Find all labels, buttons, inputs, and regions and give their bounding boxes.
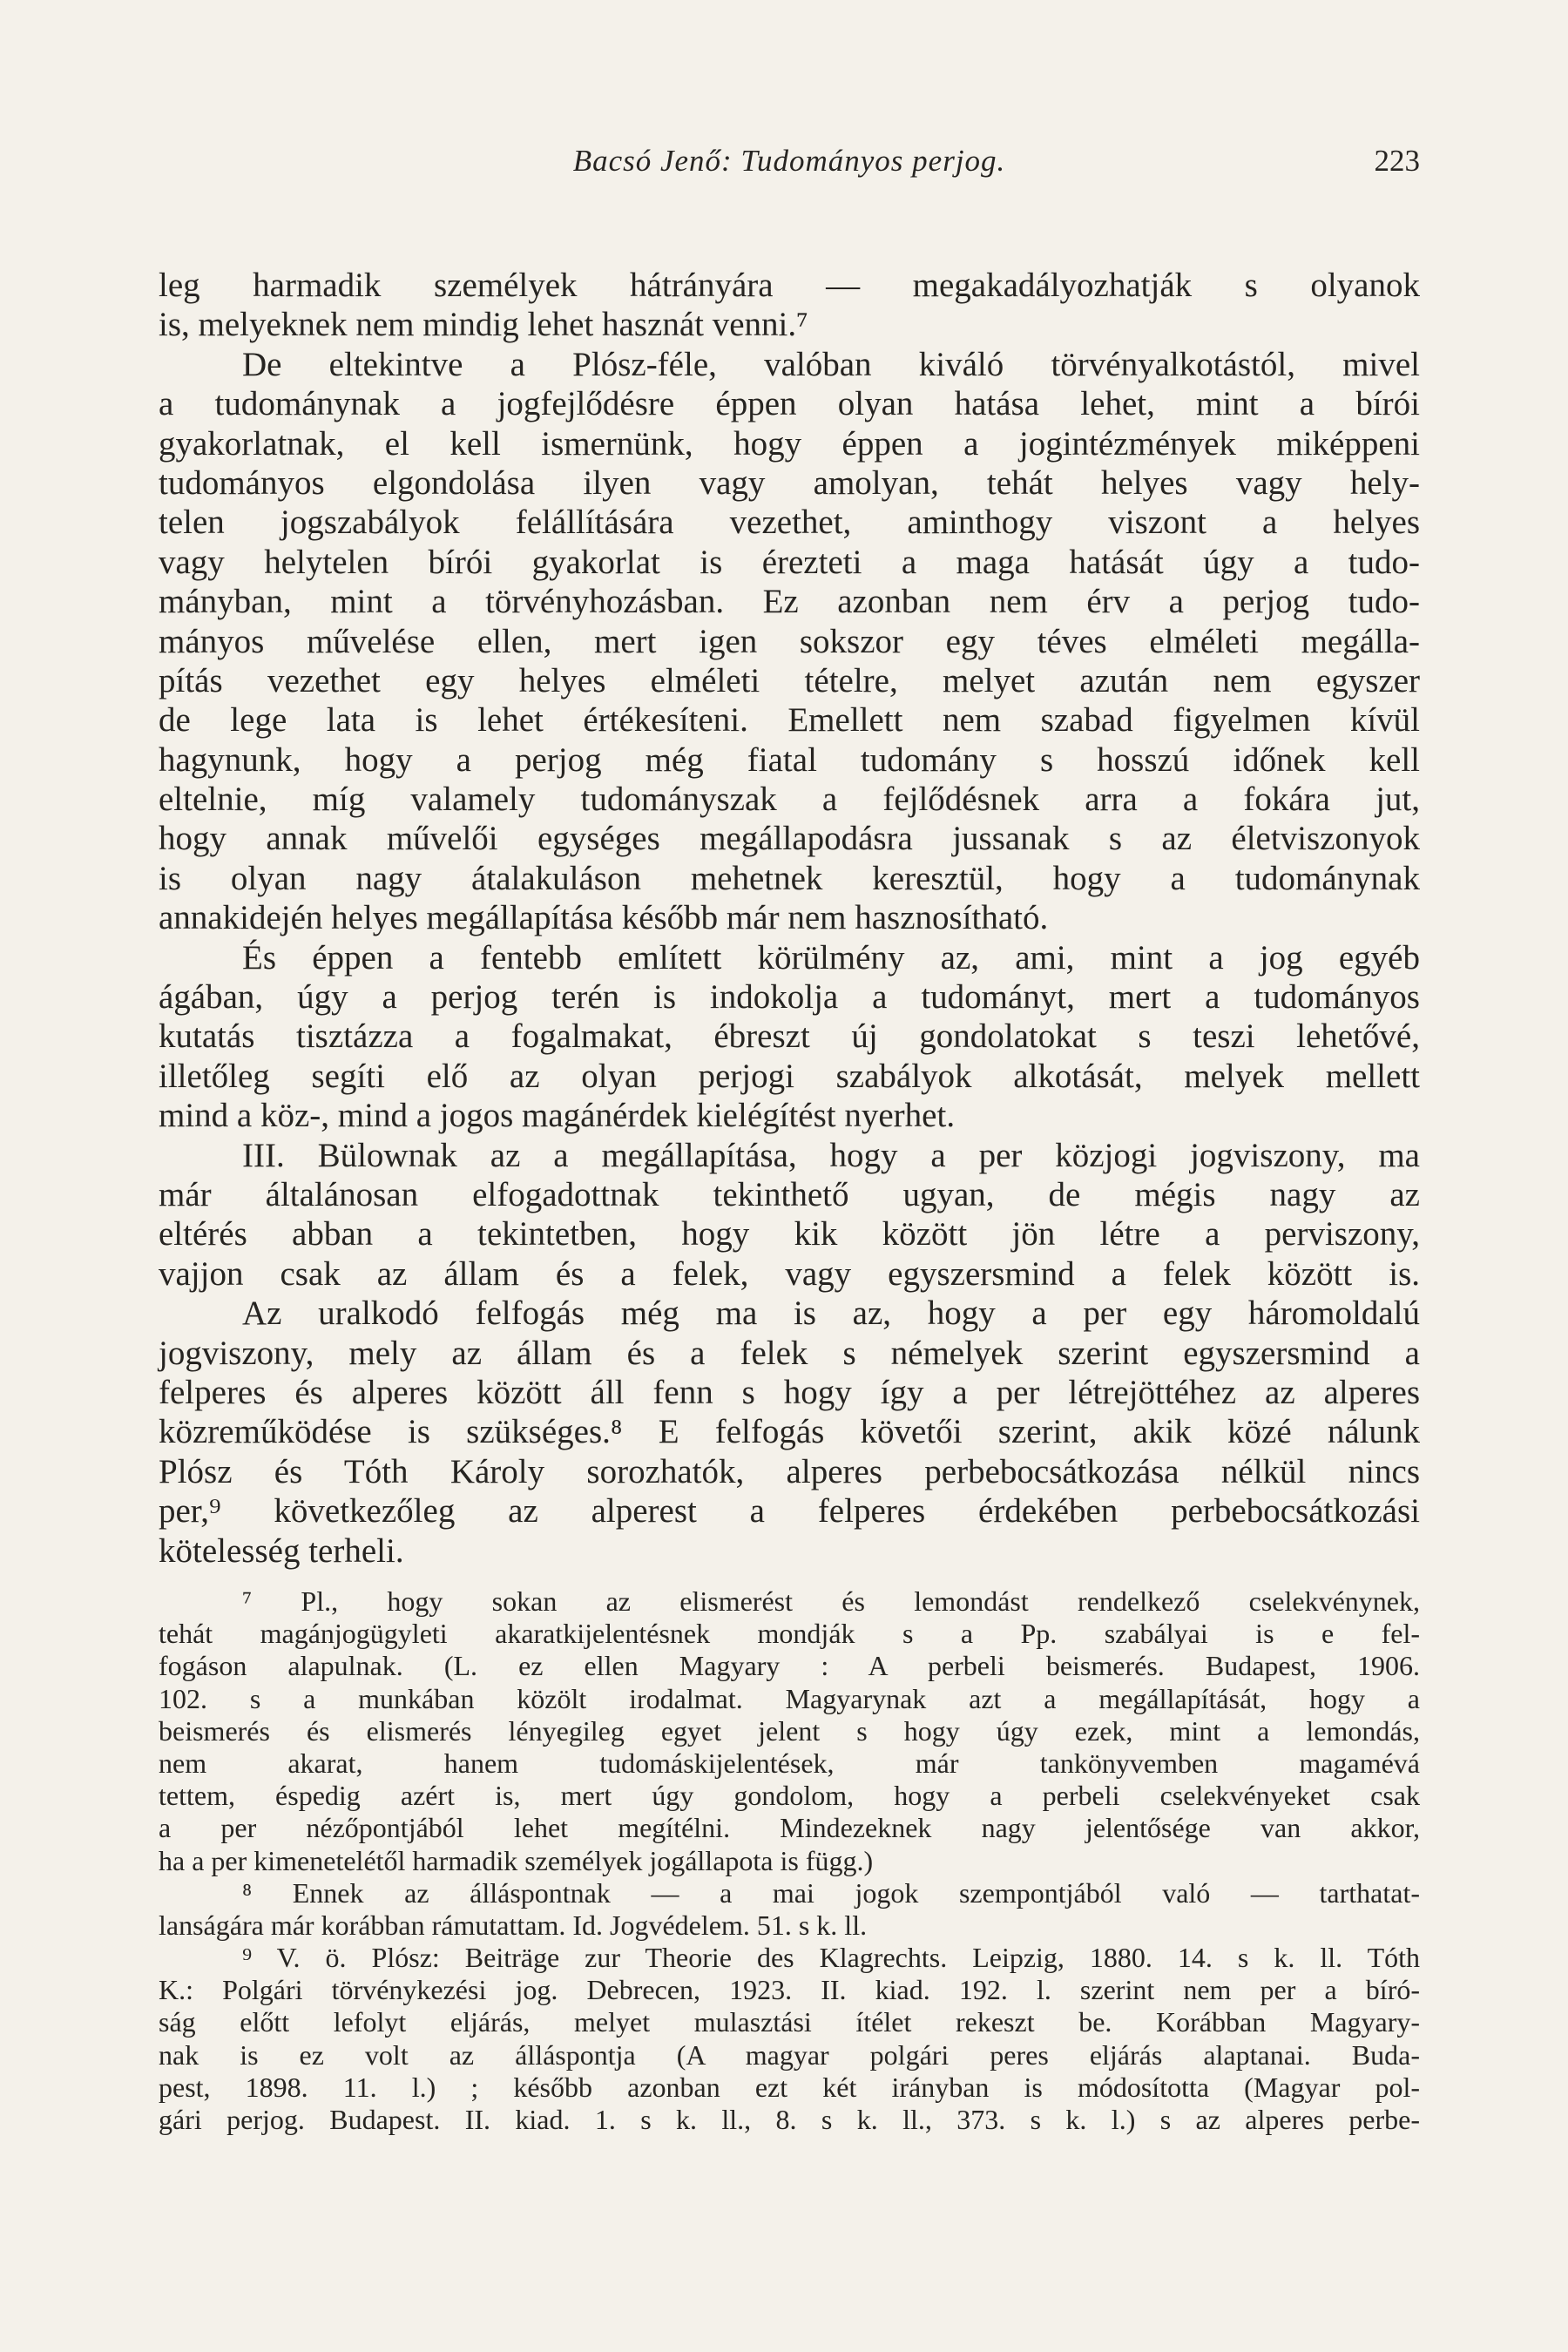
body-line: És éppen a fentebb említett körülmény az, ami, mint a jog egyéb (242, 938, 1420, 977)
body-line: is, melyeknek nem mindig lehet hasznát venni.⁷ (159, 306, 808, 344)
body-line: kutatás tisztázza a fogalmakat, ébreszt új gondolatokat s teszi lehetővé, (159, 1017, 1420, 1056)
footnote-line: ha a per kimenetelétől harmadik személyek jogállapota is függ.) (159, 1844, 874, 1876)
body-line: felperes és alperes között áll fenn s hogy így a per létrejöttéhez az alperes (159, 1373, 1420, 1411)
footnote-line: ⁸ Ennek az álláspontnak — a mai jogok szempontjából való — tarthatat- (242, 1876, 1420, 1909)
body-line: De eltekintve a Plósz-féle, valóban kiváló törvényalkotástól, mivel (242, 345, 1420, 383)
footnote-line: beismerés és elismerés lényegileg egyet jelent s hogy úgy ezek, mint a lemondás, (159, 1714, 1420, 1747)
footnote-line: ⁷ Pl., hogy sokan az elismerést és lemondást rendelkező cselekvénynek, (242, 1585, 1420, 1617)
footnote-line: pest, 1898. 11. l.) ; később azonban ezt két irányban is módosította (Magyar pol- (159, 2071, 1420, 2103)
body-line: pítás vezethet egy helyes elméleti tételre, melyet azután nem egyszer (159, 661, 1420, 700)
main-text (159, 266, 1420, 1571)
body-line: közreműködése is szükséges.⁸ E felfogás követői szerint, akik közé nálunk (159, 1413, 1420, 1451)
body-line: eltérés abban a tekintetben, hogy kik között jön létre a perviszony, (159, 1215, 1420, 1254)
body-line: eltelnie, míg valamely tudományszak a fejlődésnek arra a fokára jut, (159, 781, 1420, 819)
footnote-line: ⁹ V. ö. Plósz: Beiträge zur Theorie des Klagrechts. Leipzig, 1880. 14. s k. ll. Tóth (242, 1942, 1420, 1974)
footnote-line: K.: Polgári törvénykezési jog. Debrecen, 1923. II. kiad. 192. l. szerint nem per a bíró- (159, 1974, 1420, 2006)
body-line: per,⁹ következőleg az alperest a felperes érdekében perbebocsátkozási (159, 1492, 1420, 1531)
body-line: a tudománynak a jogfejlődésre éppen olyan hatása lehet, mint a bírói (159, 385, 1420, 423)
body-line: Az uralkodó felfogás még ma is az, hogy a per egy háromoldalú (242, 1294, 1420, 1333)
body-line: vajjon csak az állam és a felek, vagy egyszersmind a felek között is. (159, 1254, 1420, 1293)
body-line: már általánosan elfogadottnak tekinthető ugyan, de mégis nagy az (159, 1175, 1420, 1213)
body-line: hogy annak művelői egységes megállapodásra jussanak s az életviszonyok (159, 820, 1420, 858)
body-line: annakidején helyes megállapítása később már nem hasznosítható. (159, 899, 1049, 937)
body-line: leg harmadik személyek hátrányára — megakadályozhatják s olyanok (159, 267, 1420, 304)
body-line: kötelesség terheli. (159, 1531, 404, 1570)
footnote-line: nak is ez volt az álláspontja (A magyar polgári peres eljárás alaptanai. Buda- (159, 2038, 1420, 2071)
running-title: Bacsó Jenő: Tudományos perjog. (572, 144, 1006, 178)
body-line: vagy helytelen bírói gyakorlat is érezteti a maga hatását úgy a tudo- (159, 543, 1420, 581)
footnote-line: tettem, éspedig azért is, mert úgy gondolom, hogy a perbeli cselekvényeket csak (159, 1780, 1420, 1812)
body-line: mind a köz-, mind a jogos magánérdek kielégítést nyerhet. (159, 1097, 956, 1135)
footnote-line: gári perjog. Budapest. II. kiad. 1. s k. ll., 8. s k. ll., 373. s k. l.) s az alperes perbe- (159, 2104, 1420, 2135)
page-number: 223 (1374, 144, 1420, 178)
body-line: illetőleg segíti elő az olyan perjogi szabályok alkotását, melyek mellett (159, 1057, 1420, 1095)
footnote-line: a per nézőpontjából lehet megítélni. Mindezeknek nagy jelentősége van akkor, (159, 1812, 1420, 1844)
body-line: is olyan nagy átalakuláson mehetnek keresztül, hogy a tudománynak (159, 859, 1420, 897)
body-line: de lege lata is lehet értékesíteni. Emellett nem szabad figyelmen kívül (159, 701, 1420, 740)
body-line: mányos művelése ellen, mert igen sokszor egy téves elméleti megálla- (159, 622, 1420, 660)
running-header (159, 144, 1420, 187)
footnotes (159, 1585, 1420, 2136)
footnote-line: tehát magánjogügyleti akaratkijelentésnek mondják s a Pp. szabályai is e fel- (159, 1618, 1420, 1650)
body-line: tudományos elgondolása ilyen vagy amolyan, tehát helyes vagy hely- (159, 463, 1420, 502)
body-line: Plósz és Tóth Károly sorozhatók, alperes perbebocsátkozása nélkül nincs (159, 1452, 1420, 1490)
body-line: jogviszony, mely az állam és a felek s némelyek szerint egyszersmind a (159, 1334, 1420, 1372)
body-line: ágában, úgy a perjog terén is indokolja a tudományt, mert a tudományos (159, 978, 1420, 1017)
footnote-line: nem akarat, hanem tudomáskijelentések, már tankönyvemben magamévá (159, 1747, 1420, 1779)
body-line: gyakorlatnak, el kell ismernünk, hogy éppen a jogintézmények miképpeni (159, 424, 1420, 463)
footnote-line: fogáson alapulnak. (L. ez ellen Magyary : A perbeli beismerés. Budapest, 1906. (159, 1650, 1420, 1682)
footnote-line: 102. s a munkában közölt irodalmat. Magyarynak azt a megállapítását, hogy a (159, 1682, 1420, 1714)
footnote-line: ság előtt lefolyt eljárás, melyet mulasztási ítélet rekeszt be. Korábban Magyary- (159, 2006, 1420, 2038)
body-line: hagynunk, hogy a perjog még fiatal tudomány s hosszú időnek kell (159, 740, 1420, 779)
body-line: telen jogszabályok felállítására vezethet, aminthogy viszont a helyes (159, 504, 1420, 542)
body-line: mányban, mint a törvényhozásban. Ez azonban nem érv a perjog tudo- (159, 583, 1420, 621)
footnote-line: lanságára már korábban rámutattam. Id. Jogvédelem. 51. s k. ll. (159, 1909, 868, 1941)
body-line: III. Bülownak az a megállapítása, hogy a per közjogi jogviszony, ma (242, 1136, 1420, 1174)
